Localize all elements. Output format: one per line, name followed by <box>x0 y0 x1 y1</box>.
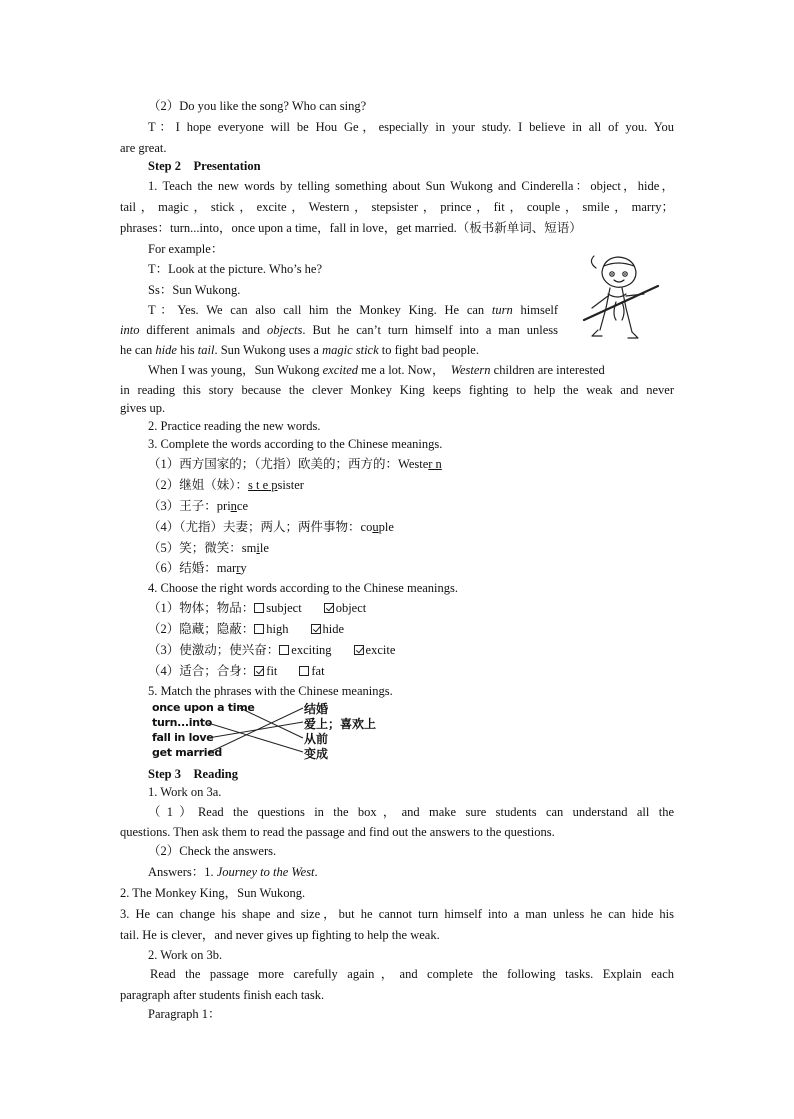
text-line: 4. Choose the right words according to the Chinese meanings. <box>148 581 459 595</box>
checkbox-checked[interactable] <box>354 645 364 655</box>
text-line: Paragraph 1： <box>148 1007 221 1021</box>
complete-item: （6）结婚：marry <box>148 561 247 575</box>
text-line: gives up. <box>120 401 166 415</box>
text-line: （1）Read the questions in the box，and make sure students can understand all the <box>148 805 674 819</box>
text-line: Ss：Sun Wukong. <box>148 283 241 297</box>
text-line: T：I hope everyone will be Hou Ge，especially in your study. I believe in all of you. You <box>148 120 674 134</box>
checkbox-checked[interactable] <box>311 624 321 634</box>
text-line: he can hide his tail. Sun Wukong uses a magic stick to fight bad people. <box>120 343 479 357</box>
checkbox-checked[interactable] <box>254 666 264 676</box>
text-line: For example： <box>148 242 224 256</box>
text-line: tail. He is clever，and never gives up fighting to help the weak. <box>120 928 440 942</box>
match-left-item: once upon a time <box>152 701 255 714</box>
checkbox[interactable] <box>254 603 264 613</box>
text-line: 2. Practice reading the new words. <box>148 419 321 433</box>
match-left-item: get married <box>152 746 222 759</box>
choose-item: （4）适合；合身： fit fat <box>148 664 325 678</box>
complete-item: （3）王子：prince <box>148 499 249 513</box>
checkbox[interactable] <box>299 666 309 676</box>
section-heading: Step 3 Reading <box>148 767 238 781</box>
text-line: tail，magic，stick，excite，Western，stepsister，prince，fit，couple，smile，marry； <box>120 200 674 214</box>
text-line: 5. Match the phrases with the Chinese meanings. <box>148 684 393 698</box>
match-left-item: turn...into <box>152 716 212 729</box>
phrase-matching-diagram <box>150 700 390 762</box>
text-line: T：Yes. We can also call him the Monkey King. He can turn himself <box>148 303 559 317</box>
match-right-item: 变成 <box>304 747 329 761</box>
text-line: are great. <box>120 141 167 155</box>
text-line: T：Look at the picture. Who’s he? <box>148 262 323 276</box>
text-line: 3. He can change his shape and size，but he cannot turn himself into a man unless he can hide his <box>120 907 674 921</box>
complete-item: （4）（尤指）夫妻；两人；两件事物：couple <box>148 520 394 534</box>
text-line: into different animals and objects. But he can’t turn himself into a man unless <box>120 323 559 337</box>
section-heading: Step 2 Presentation <box>148 159 261 173</box>
match-left-item: fall in love <box>152 731 214 744</box>
text-line: Read the passage more carefully again，and complete the following tasks. Explain each <box>150 967 674 981</box>
choose-item: （3）使激动；使兴奋： exciting excite <box>148 643 396 657</box>
text-line: paragraph after students finish each task. <box>120 988 325 1002</box>
text-line: 1. Work on 3a. <box>148 785 222 799</box>
text-line: questions. Then ask them to read the passage and find out the answers to the questions. <box>120 825 555 839</box>
match-right-item: 从前 <box>304 732 329 746</box>
text-line: （2）Do you like the song? Who can sing? <box>148 99 367 113</box>
checkbox[interactable] <box>254 624 264 634</box>
checkbox-checked[interactable] <box>324 603 334 613</box>
complete-item: （1）西方国家的；（尤指）欧美的；西方的：Wester n <box>148 457 442 471</box>
choose-item: （2）隐藏；隐蔽： high hide <box>148 622 345 636</box>
text-line: 2. Work on 3b. <box>148 948 223 962</box>
text-line: 3. Complete the words according to the Chinese meanings. <box>148 437 443 451</box>
text-line: 1. Teach the new words by telling something about Sun Wukong and Cinderella：object，hide， <box>148 179 674 193</box>
complete-item: （5）笑；微笑：smile <box>148 541 269 555</box>
match-right-item: 结婚 <box>304 702 329 716</box>
text-line: in reading this story because the clever Monkey King keeps fighting to help the weak and never <box>120 383 674 397</box>
text-line: phrases：turn...into，once upon a time，fall in love，get married.（板书新单词、短语） <box>120 221 582 235</box>
complete-item: （2）继姐（妹）：s t e psister <box>148 478 304 492</box>
text-line: When I was young，Sun Wukong excited me a lot. Now， Western children are interested <box>148 363 605 377</box>
text-line: 2. The Monkey King，Sun Wukong. <box>120 886 306 900</box>
checkbox[interactable] <box>279 645 289 655</box>
text-line: Answers：1. Journey to the West. <box>148 865 318 879</box>
text-line: （2）Check the answers. <box>148 844 277 858</box>
match-right-item: 爱上；喜欢上 <box>304 717 377 731</box>
choose-item: （1）物体；物品： subject object <box>148 601 367 615</box>
monkey-king-illustration <box>578 250 662 342</box>
